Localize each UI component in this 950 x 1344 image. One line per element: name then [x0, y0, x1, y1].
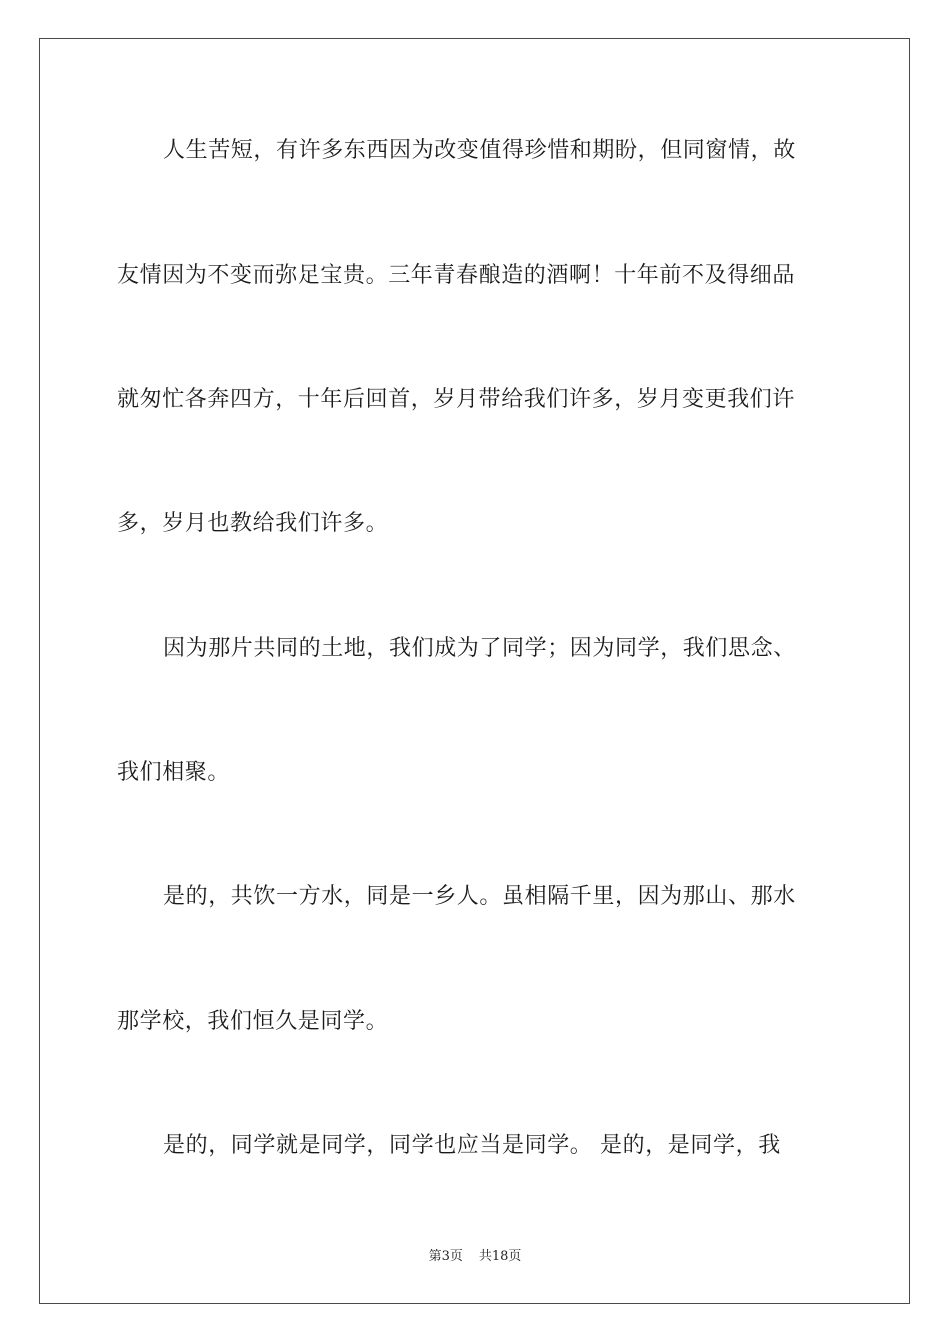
body-line-5: 因为那片共同的土地，我们成为了同学；因为同学，我们思念、	[163, 636, 796, 661]
body-line-4: 多，岁月也教给我们许多。	[117, 511, 389, 536]
body-line-7: 是的，共饮一方水，同是一乡人。虽相隔千里，因为那山、那水	[163, 884, 796, 909]
page-total: 共18页	[478, 1249, 522, 1264]
body-line-1: 人生苦短，有许多东西因为改变值得珍惜和期盼，但同窗情，故	[163, 138, 796, 163]
body-line-6: 我们相聚。	[117, 760, 231, 785]
body-line-3: 就匆忙各奔四方，十年后回首，岁月带给我们许多，岁月变更我们许	[117, 387, 796, 412]
page-number: 第3页	[428, 1249, 463, 1264]
body-line-2: 友情因为不变而弥足宝贵。三年青春酿造的酒啊！十年前不及得细品	[117, 263, 796, 288]
page-footer	[0, 1248, 950, 1266]
body-line-8: 那学校，我们恒久是同学。	[117, 1009, 389, 1034]
page-frame	[39, 38, 910, 1304]
body-line-9: 是的，同学就是同学，同学也应当是同学。 是的，是同学，我	[163, 1133, 781, 1158]
